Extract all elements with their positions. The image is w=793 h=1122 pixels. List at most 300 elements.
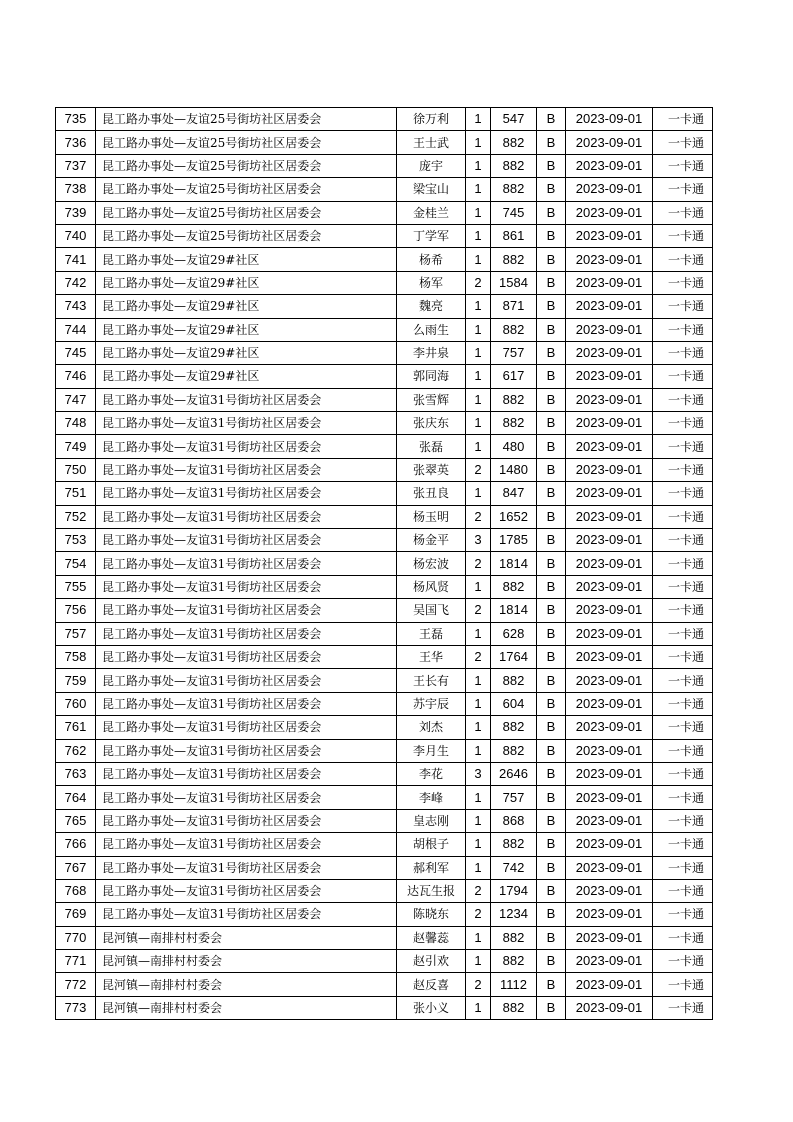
- amount-cell: 882: [491, 926, 537, 949]
- table-row: [56, 248, 713, 271]
- issue-date-cell: 2023-09-01: [566, 762, 653, 785]
- row-number-cell: 753: [56, 529, 96, 552]
- payment-method-cell: 一卡通: [653, 295, 713, 318]
- person-name-cell: 张翠英: [397, 458, 466, 481]
- category-cell: B: [537, 786, 566, 809]
- unit-name-cell: 昆工路办事处—友谊31号街坊社区居委会: [96, 856, 397, 879]
- amount-cell: 882: [491, 412, 537, 435]
- category-cell: B: [537, 224, 566, 247]
- row-number-cell: 768: [56, 879, 96, 902]
- row-number-cell: 767: [56, 856, 96, 879]
- person-name-cell: 王士武: [397, 131, 466, 154]
- amount-cell: 757: [491, 341, 537, 364]
- person-name-cell: 王华: [397, 645, 466, 668]
- household-count-cell: 1: [466, 482, 491, 505]
- category-cell: B: [537, 529, 566, 552]
- amount-cell: 882: [491, 833, 537, 856]
- amount-cell: 617: [491, 365, 537, 388]
- household-count-cell: 1: [466, 833, 491, 856]
- unit-name-cell: 昆工路办事处—友谊31号街坊社区居委会: [96, 482, 397, 505]
- person-name-cell: 李月生: [397, 739, 466, 762]
- payment-method-cell: 一卡通: [653, 201, 713, 224]
- unit-name-cell: 昆工路办事处—友谊31号街坊社区居委会: [96, 552, 397, 575]
- unit-name-cell: 昆工路办事处—友谊31号街坊社区居委会: [96, 786, 397, 809]
- issue-date-cell: 2023-09-01: [566, 224, 653, 247]
- issue-date-cell: 2023-09-01: [566, 154, 653, 177]
- row-number-cell: 763: [56, 762, 96, 785]
- issue-date-cell: 2023-09-01: [566, 295, 653, 318]
- person-name-cell: 金桂兰: [397, 201, 466, 224]
- unit-name-cell: 昆工路办事处—友谊31号街坊社区居委会: [96, 435, 397, 458]
- category-cell: B: [537, 201, 566, 224]
- person-name-cell: 郭同海: [397, 365, 466, 388]
- table-row: [56, 856, 713, 879]
- issue-date-cell: 2023-09-01: [566, 131, 653, 154]
- table-row: [56, 622, 713, 645]
- unit-name-cell: 昆工路办事处—友谊29#社区: [96, 295, 397, 318]
- category-cell: B: [537, 295, 566, 318]
- unit-name-cell: 昆工路办事处—友谊31号街坊社区居委会: [96, 575, 397, 598]
- person-name-cell: 李井泉: [397, 341, 466, 364]
- payment-method-cell: 一卡通: [653, 435, 713, 458]
- payment-method-cell: 一卡通: [653, 388, 713, 411]
- amount-cell: 882: [491, 131, 537, 154]
- household-count-cell: 1: [466, 295, 491, 318]
- row-number-cell: 751: [56, 482, 96, 505]
- table-row: [56, 739, 713, 762]
- issue-date-cell: 2023-09-01: [566, 318, 653, 341]
- household-count-cell: 1: [466, 622, 491, 645]
- household-count-cell: 3: [466, 529, 491, 552]
- payment-method-cell: 一卡通: [653, 856, 713, 879]
- household-count-cell: 1: [466, 108, 491, 131]
- unit-name-cell: 昆工路办事处—友谊25号街坊社区居委会: [96, 154, 397, 177]
- unit-name-cell: 昆工路办事处—友谊29#社区: [96, 365, 397, 388]
- issue-date-cell: 2023-09-01: [566, 341, 653, 364]
- issue-date-cell: 2023-09-01: [566, 365, 653, 388]
- issue-date-cell: 2023-09-01: [566, 669, 653, 692]
- household-count-cell: 1: [466, 131, 491, 154]
- row-number-cell: 742: [56, 271, 96, 294]
- amount-cell: 1480: [491, 458, 537, 481]
- amount-cell: 547: [491, 108, 537, 131]
- person-name-cell: 杨军: [397, 271, 466, 294]
- household-count-cell: 1: [466, 201, 491, 224]
- amount-cell: 861: [491, 224, 537, 247]
- amount-cell: 882: [491, 950, 537, 973]
- unit-name-cell: 昆工路办事处—友谊31号街坊社区居委会: [96, 739, 397, 762]
- row-number-cell: 739: [56, 201, 96, 224]
- row-number-cell: 740: [56, 224, 96, 247]
- payment-method-cell: 一卡通: [653, 108, 713, 131]
- category-cell: B: [537, 412, 566, 435]
- person-name-cell: 张磊: [397, 435, 466, 458]
- issue-date-cell: 2023-09-01: [566, 412, 653, 435]
- unit-name-cell: 昆河镇—南排村村委会: [96, 926, 397, 949]
- row-number-cell: 760: [56, 692, 96, 715]
- table-row: [56, 435, 713, 458]
- issue-date-cell: 2023-09-01: [566, 458, 653, 481]
- table-row: [56, 318, 713, 341]
- amount-cell: 1814: [491, 552, 537, 575]
- issue-date-cell: 2023-09-01: [566, 996, 653, 1019]
- issue-date-cell: 2023-09-01: [566, 739, 653, 762]
- payment-method-cell: 一卡通: [653, 271, 713, 294]
- payment-method-cell: 一卡通: [653, 224, 713, 247]
- table-row: [56, 575, 713, 598]
- household-count-cell: 1: [466, 809, 491, 832]
- amount-cell: 1794: [491, 879, 537, 902]
- category-cell: B: [537, 669, 566, 692]
- payment-method-cell: 一卡通: [653, 950, 713, 973]
- amount-cell: 882: [491, 716, 537, 739]
- table-row: [56, 645, 713, 668]
- person-name-cell: 杨希: [397, 248, 466, 271]
- amount-cell: 882: [491, 388, 537, 411]
- category-cell: B: [537, 950, 566, 973]
- category-cell: B: [537, 809, 566, 832]
- household-count-cell: 1: [466, 388, 491, 411]
- row-number-cell: 757: [56, 622, 96, 645]
- unit-name-cell: 昆工路办事处—友谊29#社区: [96, 271, 397, 294]
- category-cell: B: [537, 645, 566, 668]
- row-number-cell: 773: [56, 996, 96, 1019]
- payment-method-cell: 一卡通: [653, 482, 713, 505]
- issue-date-cell: 2023-09-01: [566, 178, 653, 201]
- household-count-cell: 1: [466, 926, 491, 949]
- person-name-cell: 魏亮: [397, 295, 466, 318]
- unit-name-cell: 昆工路办事处—友谊31号街坊社区居委会: [96, 622, 397, 645]
- table-row: [56, 973, 713, 996]
- row-number-cell: 765: [56, 809, 96, 832]
- amount-cell: 882: [491, 154, 537, 177]
- table-row: [56, 996, 713, 1019]
- payment-method-cell: 一卡通: [653, 692, 713, 715]
- table-row: [56, 762, 713, 785]
- person-name-cell: 杨宏波: [397, 552, 466, 575]
- payment-method-cell: 一卡通: [653, 131, 713, 154]
- amount-cell: 1785: [491, 529, 537, 552]
- person-name-cell: 丁学军: [397, 224, 466, 247]
- benefit-table: [55, 107, 713, 1020]
- household-count-cell: 1: [466, 248, 491, 271]
- row-number-cell: 746: [56, 365, 96, 388]
- table-row: [56, 903, 713, 926]
- person-name-cell: 陈晓东: [397, 903, 466, 926]
- category-cell: B: [537, 903, 566, 926]
- person-name-cell: 杨玉明: [397, 505, 466, 528]
- unit-name-cell: 昆工路办事处—友谊31号街坊社区居委会: [96, 879, 397, 902]
- person-name-cell: 王磊: [397, 622, 466, 645]
- issue-date-cell: 2023-09-01: [566, 786, 653, 809]
- issue-date-cell: 2023-09-01: [566, 879, 653, 902]
- amount-cell: 2646: [491, 762, 537, 785]
- person-name-cell: 杨风贤: [397, 575, 466, 598]
- unit-name-cell: 昆工路办事处—友谊25号街坊社区居委会: [96, 131, 397, 154]
- payment-method-cell: 一卡通: [653, 926, 713, 949]
- issue-date-cell: 2023-09-01: [566, 716, 653, 739]
- table-row: [56, 201, 713, 224]
- row-number-cell: 754: [56, 552, 96, 575]
- payment-method-cell: 一卡通: [653, 833, 713, 856]
- household-count-cell: 1: [466, 178, 491, 201]
- person-name-cell: 庞宇: [397, 154, 466, 177]
- row-number-cell: 752: [56, 505, 96, 528]
- amount-cell: 1112: [491, 973, 537, 996]
- table-row: [56, 131, 713, 154]
- unit-name-cell: 昆工路办事处—友谊31号街坊社区居委会: [96, 716, 397, 739]
- issue-date-cell: 2023-09-01: [566, 108, 653, 131]
- household-count-cell: 1: [466, 575, 491, 598]
- category-cell: B: [537, 552, 566, 575]
- unit-name-cell: 昆工路办事处—友谊31号街坊社区居委会: [96, 529, 397, 552]
- unit-name-cell: 昆工路办事处—友谊29#社区: [96, 248, 397, 271]
- amount-cell: 480: [491, 435, 537, 458]
- issue-date-cell: 2023-09-01: [566, 271, 653, 294]
- category-cell: B: [537, 833, 566, 856]
- household-count-cell: 2: [466, 645, 491, 668]
- row-number-cell: 755: [56, 575, 96, 598]
- person-name-cell: 刘杰: [397, 716, 466, 739]
- person-name-cell: 赵馨蕊: [397, 926, 466, 949]
- category-cell: B: [537, 435, 566, 458]
- category-cell: B: [537, 482, 566, 505]
- table-row: [56, 950, 713, 973]
- payment-method-cell: 一卡通: [653, 973, 713, 996]
- unit-name-cell: 昆工路办事处—友谊31号街坊社区居委会: [96, 458, 397, 481]
- amount-cell: 604: [491, 692, 537, 715]
- table-row: [56, 809, 713, 832]
- table-row: [56, 482, 713, 505]
- category-cell: B: [537, 154, 566, 177]
- payment-method-cell: 一卡通: [653, 716, 713, 739]
- row-number-cell: 770: [56, 926, 96, 949]
- amount-cell: 1814: [491, 599, 537, 622]
- amount-cell: 628: [491, 622, 537, 645]
- household-count-cell: 1: [466, 412, 491, 435]
- row-number-cell: 743: [56, 295, 96, 318]
- issue-date-cell: 2023-09-01: [566, 201, 653, 224]
- row-number-cell: 749: [56, 435, 96, 458]
- person-name-cell: 张小义: [397, 996, 466, 1019]
- issue-date-cell: 2023-09-01: [566, 248, 653, 271]
- amount-cell: 882: [491, 669, 537, 692]
- table-row: [56, 458, 713, 481]
- amount-cell: 882: [491, 248, 537, 271]
- category-cell: B: [537, 575, 566, 598]
- row-number-cell: 744: [56, 318, 96, 341]
- unit-name-cell: 昆河镇—南排村村委会: [96, 996, 397, 1019]
- category-cell: B: [537, 388, 566, 411]
- unit-name-cell: 昆工路办事处—友谊31号街坊社区居委会: [96, 645, 397, 668]
- payment-method-cell: 一卡通: [653, 412, 713, 435]
- issue-date-cell: 2023-09-01: [566, 926, 653, 949]
- payment-method-cell: 一卡通: [653, 786, 713, 809]
- payment-method-cell: 一卡通: [653, 458, 713, 481]
- unit-name-cell: 昆工路办事处—友谊31号街坊社区居委会: [96, 669, 397, 692]
- category-cell: B: [537, 716, 566, 739]
- household-count-cell: 1: [466, 154, 491, 177]
- table-body: [56, 108, 713, 1020]
- payment-method-cell: 一卡通: [653, 575, 713, 598]
- row-number-cell: 748: [56, 412, 96, 435]
- amount-cell: 882: [491, 178, 537, 201]
- household-count-cell: 1: [466, 716, 491, 739]
- row-number-cell: 772: [56, 973, 96, 996]
- row-number-cell: 769: [56, 903, 96, 926]
- category-cell: B: [537, 692, 566, 715]
- table-row: [56, 224, 713, 247]
- payment-method-cell: 一卡通: [653, 996, 713, 1019]
- row-number-cell: 766: [56, 833, 96, 856]
- person-name-cell: 王长有: [397, 669, 466, 692]
- payment-method-cell: 一卡通: [653, 154, 713, 177]
- household-count-cell: 1: [466, 341, 491, 364]
- amount-cell: 1584: [491, 271, 537, 294]
- unit-name-cell: 昆河镇—南排村村委会: [96, 950, 397, 973]
- household-count-cell: 2: [466, 879, 491, 902]
- amount-cell: 1764: [491, 645, 537, 668]
- category-cell: B: [537, 973, 566, 996]
- table-row: [56, 178, 713, 201]
- issue-date-cell: 2023-09-01: [566, 809, 653, 832]
- household-count-cell: 2: [466, 903, 491, 926]
- issue-date-cell: 2023-09-01: [566, 833, 653, 856]
- issue-date-cell: 2023-09-01: [566, 856, 653, 879]
- person-name-cell: 张雪辉: [397, 388, 466, 411]
- unit-name-cell: 昆工路办事处—友谊31号街坊社区居委会: [96, 599, 397, 622]
- issue-date-cell: 2023-09-01: [566, 599, 653, 622]
- person-name-cell: 么雨生: [397, 318, 466, 341]
- household-count-cell: 2: [466, 552, 491, 575]
- category-cell: B: [537, 131, 566, 154]
- amount-cell: 868: [491, 809, 537, 832]
- category-cell: B: [537, 599, 566, 622]
- amount-cell: 1234: [491, 903, 537, 926]
- unit-name-cell: 昆工路办事处—友谊31号街坊社区居委会: [96, 412, 397, 435]
- unit-name-cell: 昆工路办事处—友谊31号街坊社区居委会: [96, 903, 397, 926]
- payment-method-cell: 一卡通: [653, 318, 713, 341]
- unit-name-cell: 昆工路办事处—友谊31号街坊社区居委会: [96, 692, 397, 715]
- unit-name-cell: 昆工路办事处—友谊29#社区: [96, 318, 397, 341]
- category-cell: B: [537, 505, 566, 528]
- row-number-cell: 761: [56, 716, 96, 739]
- person-name-cell: 胡根子: [397, 833, 466, 856]
- row-number-cell: 741: [56, 248, 96, 271]
- household-count-cell: 1: [466, 996, 491, 1019]
- person-name-cell: 张庆东: [397, 412, 466, 435]
- issue-date-cell: 2023-09-01: [566, 950, 653, 973]
- unit-name-cell: 昆工路办事处—友谊25号街坊社区居委会: [96, 224, 397, 247]
- unit-name-cell: 昆工路办事处—友谊31号街坊社区居委会: [96, 833, 397, 856]
- table-row: [56, 295, 713, 318]
- household-count-cell: 2: [466, 599, 491, 622]
- issue-date-cell: 2023-09-01: [566, 435, 653, 458]
- household-count-cell: 1: [466, 856, 491, 879]
- payment-method-cell: 一卡通: [653, 809, 713, 832]
- category-cell: B: [537, 341, 566, 364]
- category-cell: B: [537, 458, 566, 481]
- payment-method-cell: 一卡通: [653, 903, 713, 926]
- table-row: [56, 365, 713, 388]
- category-cell: B: [537, 762, 566, 785]
- person-name-cell: 吴国飞: [397, 599, 466, 622]
- table-row: [56, 271, 713, 294]
- table-row: [56, 692, 713, 715]
- payment-method-cell: 一卡通: [653, 739, 713, 762]
- issue-date-cell: 2023-09-01: [566, 505, 653, 528]
- category-cell: B: [537, 856, 566, 879]
- household-count-cell: 1: [466, 224, 491, 247]
- row-number-cell: 762: [56, 739, 96, 762]
- unit-name-cell: 昆工路办事处—友谊25号街坊社区居委会: [96, 108, 397, 131]
- table-row: [56, 552, 713, 575]
- table-row: [56, 599, 713, 622]
- household-count-cell: 1: [466, 786, 491, 809]
- category-cell: B: [537, 926, 566, 949]
- category-cell: B: [537, 108, 566, 131]
- person-name-cell: 杨金平: [397, 529, 466, 552]
- payment-method-cell: 一卡通: [653, 669, 713, 692]
- payment-method-cell: 一卡通: [653, 762, 713, 785]
- issue-date-cell: 2023-09-01: [566, 388, 653, 411]
- issue-date-cell: 2023-09-01: [566, 529, 653, 552]
- household-count-cell: 1: [466, 692, 491, 715]
- table-row: [56, 388, 713, 411]
- row-number-cell: 750: [56, 458, 96, 481]
- table-row: [56, 669, 713, 692]
- category-cell: B: [537, 248, 566, 271]
- row-number-cell: 737: [56, 154, 96, 177]
- payment-method-cell: 一卡通: [653, 248, 713, 271]
- amount-cell: 882: [491, 996, 537, 1019]
- unit-name-cell: 昆工路办事处—友谊31号街坊社区居委会: [96, 505, 397, 528]
- payment-method-cell: 一卡通: [653, 529, 713, 552]
- category-cell: B: [537, 318, 566, 341]
- payment-method-cell: 一卡通: [653, 505, 713, 528]
- person-name-cell: 李花: [397, 762, 466, 785]
- table-row: [56, 108, 713, 131]
- category-cell: B: [537, 879, 566, 902]
- row-number-cell: 771: [56, 950, 96, 973]
- amount-cell: 757: [491, 786, 537, 809]
- amount-cell: 745: [491, 201, 537, 224]
- row-number-cell: 745: [56, 341, 96, 364]
- row-number-cell: 735: [56, 108, 96, 131]
- issue-date-cell: 2023-09-01: [566, 973, 653, 996]
- table-row: [56, 154, 713, 177]
- category-cell: B: [537, 622, 566, 645]
- household-count-cell: 1: [466, 318, 491, 341]
- issue-date-cell: 2023-09-01: [566, 575, 653, 598]
- row-number-cell: 764: [56, 786, 96, 809]
- person-name-cell: 达瓦生报: [397, 879, 466, 902]
- payment-method-cell: 一卡通: [653, 879, 713, 902]
- person-name-cell: 皇志刚: [397, 809, 466, 832]
- payment-method-cell: 一卡通: [653, 645, 713, 668]
- person-name-cell: 李峰: [397, 786, 466, 809]
- category-cell: B: [537, 739, 566, 762]
- amount-cell: 1652: [491, 505, 537, 528]
- category-cell: B: [537, 365, 566, 388]
- unit-name-cell: 昆工路办事处—友谊31号街坊社区居委会: [96, 762, 397, 785]
- table-row: [56, 833, 713, 856]
- table-row: [56, 716, 713, 739]
- household-count-cell: 1: [466, 669, 491, 692]
- amount-cell: 882: [491, 575, 537, 598]
- household-count-cell: 3: [466, 762, 491, 785]
- payment-method-cell: 一卡通: [653, 552, 713, 575]
